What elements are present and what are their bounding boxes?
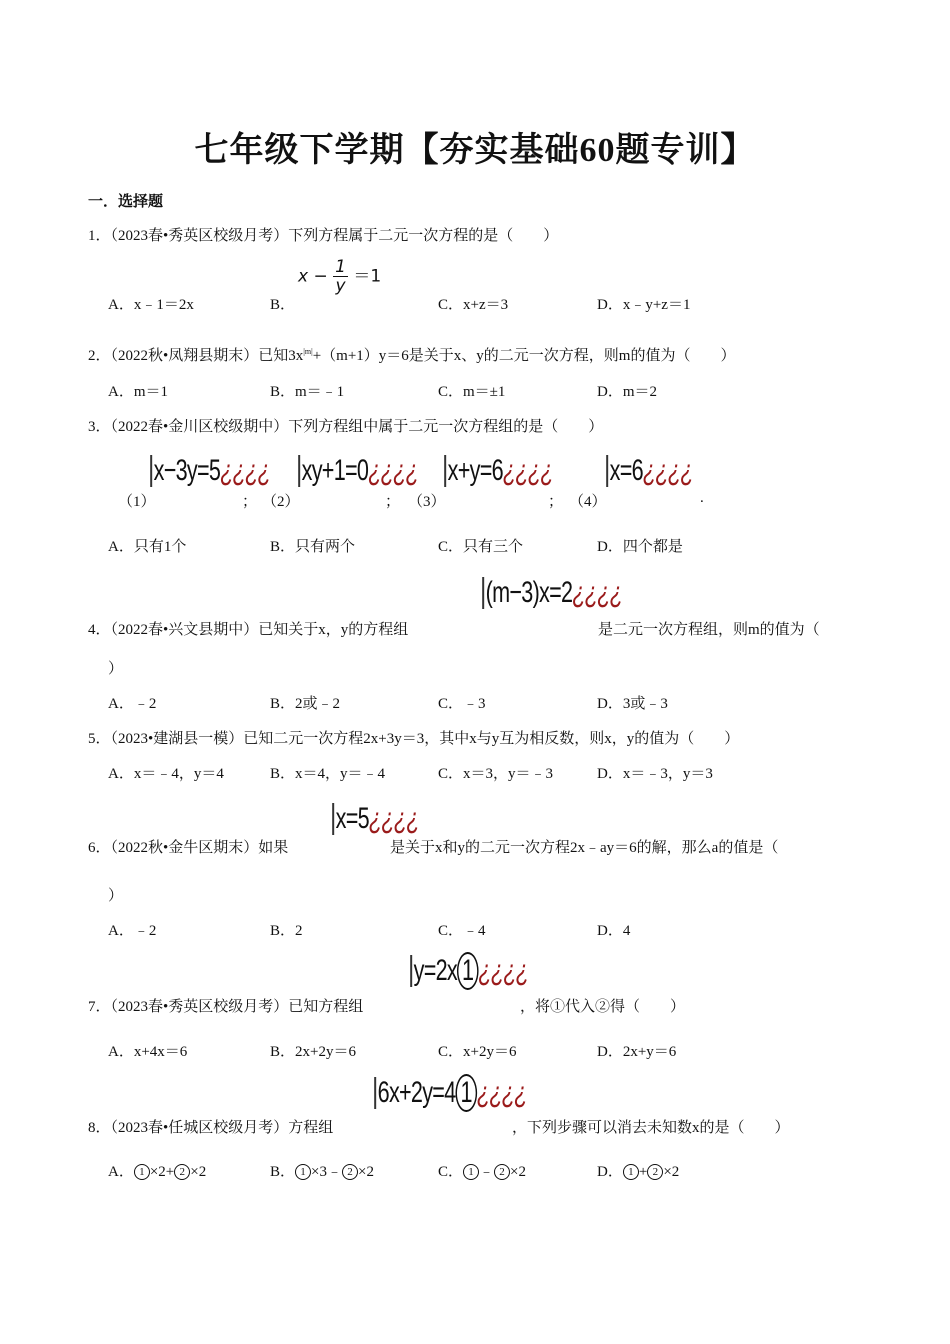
q8-a-circle-2: 2 bbox=[174, 1164, 190, 1180]
q8-b-end: ×2 bbox=[357, 1164, 374, 1180]
question-7-stem-a: 7．（2023春•秀英区校级月考）已知方程组 bbox=[88, 999, 364, 1015]
q8-c-label: C． bbox=[438, 1164, 464, 1180]
q2-option-d: D．m＝2 bbox=[597, 384, 658, 400]
q3-option-b: B．只有两个 bbox=[270, 539, 356, 555]
question-8-stem-b: ，下列步骤可以消去未知数x的是（ ） bbox=[512, 1120, 790, 1136]
q2-option-a: A．m＝1 bbox=[108, 384, 169, 400]
question-4-stem-a: 4．（2022春•兴文县期中）已知关于x，y的方程组 bbox=[88, 622, 409, 638]
q3-system-1-garbled: ¿¿¿¿ bbox=[220, 454, 271, 487]
question-3-stem: 3．（2022春•金川区校级期中）下列方程组中属于二元一次方程组的是（ ） bbox=[88, 419, 604, 435]
q7-system-garbled: ¿¿¿¿ bbox=[478, 954, 529, 987]
q8-option-b bbox=[270, 1160, 374, 1181]
q8-option-a bbox=[108, 1160, 206, 1181]
question-6-stem-a: 6．（2022秋•金牛区期末）如果 bbox=[88, 840, 289, 856]
q1-option-c: C．x+z＝3 bbox=[438, 297, 509, 313]
q4-system-eq: (m−3)x=2 bbox=[485, 576, 573, 609]
q7-option-a: A．x+4x＝6 bbox=[108, 1044, 188, 1060]
q3-option-d: D．四个都是 bbox=[597, 539, 683, 555]
q6-close-paren: ） bbox=[108, 888, 124, 904]
q8-system: |6x+2y=4 1 ¿¿¿¿ bbox=[372, 1072, 527, 1110]
q1-b-numerator: 1 bbox=[335, 257, 346, 277]
q3-system-3-eq: x+y=6 bbox=[447, 454, 503, 487]
q5-option-a: A．x＝﹣4，y＝4 bbox=[108, 766, 224, 782]
q4-option-d: D．3或﹣3 bbox=[597, 696, 668, 712]
q8-a-end: ×2 bbox=[190, 1164, 207, 1180]
q3-item-4-label: （4） bbox=[569, 494, 607, 510]
q8-circled-1: 1 bbox=[455, 1074, 476, 1112]
q8-system-garbled: ¿¿¿¿ bbox=[476, 1076, 527, 1109]
q6-option-d: D．4 bbox=[597, 923, 631, 939]
q3-system-3-garbled: ¿¿¿¿ bbox=[502, 454, 553, 487]
q8-a-label: A． bbox=[108, 1164, 134, 1180]
q7-system-eq: y=2x bbox=[413, 954, 458, 987]
question-5-stem: 5．（2023•建湖县一模）已知二元一次方程2x+3y＝3，其中x与y互为相反数，则x，y的值为（ ） bbox=[88, 731, 740, 747]
q1-b-post: ＝1 bbox=[353, 266, 382, 287]
q4-system-garbled: ¿¿¿¿ bbox=[572, 576, 623, 609]
q8-a-mid: ×2+ bbox=[149, 1164, 175, 1180]
q3-item-1-label: （1） bbox=[118, 494, 156, 510]
q8-a-circle-1: 1 bbox=[134, 1164, 150, 1180]
q5-option-c: C．x＝3，y＝﹣3 bbox=[438, 766, 554, 782]
q3-system-2-eq: xy+1=0 bbox=[301, 454, 369, 487]
q3-system-4-eq: x=6 bbox=[609, 454, 643, 487]
q3-sep-2: ； bbox=[385, 494, 401, 510]
q7-option-c: C．x+2y＝6 bbox=[438, 1044, 517, 1060]
q1-b-denominator: y bbox=[335, 276, 346, 296]
q4-close-paren: ） bbox=[108, 661, 124, 677]
q2-stem-part-b: +（m+1）y＝6是关于x、y的二元一次方程，则m的值为（ ） bbox=[312, 348, 736, 364]
section-heading: 一．选择题 bbox=[88, 194, 164, 210]
q6-option-a: A．﹣2 bbox=[108, 923, 157, 939]
q8-d-mid: + bbox=[638, 1164, 648, 1180]
q4-option-c: C．﹣3 bbox=[438, 696, 486, 712]
question-2-stem bbox=[88, 344, 735, 365]
q8-d-label: D． bbox=[597, 1164, 623, 1180]
question-1-stem: 1．（2023春•秀英区校级月考）下列方程属于二元一次方程的是（ ） bbox=[88, 228, 559, 244]
q8-option-c bbox=[438, 1160, 526, 1181]
q3-sep-3: ； bbox=[548, 494, 564, 510]
q8-c-circle-2: 2 bbox=[494, 1164, 510, 1180]
q8-b-circle-1: 1 bbox=[295, 1164, 311, 1180]
q3-system-1: |x−3y=5¿¿¿¿ bbox=[148, 450, 271, 488]
q1-option-d: D．x﹣y+z＝1 bbox=[597, 297, 691, 313]
q3-system-4: |x=6¿¿¿¿ bbox=[604, 450, 693, 488]
q7-option-b: B．2x+2y＝6 bbox=[270, 1044, 356, 1060]
q8-system-eq: 6x+2y=4 bbox=[377, 1076, 456, 1109]
page-title: 七年级下学期【夯实基础60题专训】 bbox=[194, 132, 756, 169]
q3-option-a: A．只有1个 bbox=[108, 539, 187, 555]
q8-c-mid: ﹣ bbox=[479, 1164, 495, 1180]
q2-option-c: C．m＝±1 bbox=[438, 384, 506, 400]
q4-option-a: A．﹣2 bbox=[108, 696, 157, 712]
question-7-stem-b: ，将①代入②得（ ） bbox=[520, 999, 686, 1015]
q3-system-3: |x+y=6¿¿¿¿ bbox=[442, 450, 553, 488]
q5-option-b: B．x＝4，y＝﹣4 bbox=[270, 766, 386, 782]
q8-b-label: B． bbox=[270, 1164, 296, 1180]
q3-system-2: |xy+1=0¿¿¿¿ bbox=[296, 450, 419, 488]
q1-option-b bbox=[270, 293, 295, 314]
q8-d-end: ×2 bbox=[663, 1164, 680, 1180]
q3-system-2-garbled: ¿¿¿¿ bbox=[368, 454, 419, 487]
q6-system-eq: x=5 bbox=[335, 802, 369, 835]
q8-d-circle-1: 1 bbox=[623, 1164, 639, 1180]
q3-sep-1: ； bbox=[242, 494, 258, 510]
q1-b-pre: x − bbox=[298, 266, 328, 287]
q4-option-b: B．2或﹣2 bbox=[270, 696, 341, 712]
q6-system-garbled: ¿¿¿¿ bbox=[368, 802, 419, 835]
q8-b-mid: ×3﹣ bbox=[311, 1164, 342, 1180]
q1-b-fraction bbox=[333, 258, 348, 295]
q6-option-b: B．2 bbox=[270, 923, 303, 939]
q3-end-period: . bbox=[700, 490, 704, 506]
q2-stem-part-a: 2．（2022秋•凤翔县期末）已知3x bbox=[88, 348, 304, 364]
q4-system: |(m−3)x=2¿¿¿¿ bbox=[480, 572, 623, 610]
q8-c-end: ×2 bbox=[510, 1164, 526, 1180]
question-8-stem-a: 8．（2023春•任城区校级月考）方程组 bbox=[88, 1120, 334, 1136]
q3-item-2-label: （2） bbox=[262, 494, 300, 510]
q8-b-circle-2: 2 bbox=[342, 1164, 358, 1180]
question-4-stem-b: 是二元一次方程组，则m的值为（ bbox=[598, 622, 820, 638]
q7-system: |y=2x 1 ¿¿¿¿ bbox=[408, 950, 529, 988]
q1-option-b-formula bbox=[298, 258, 381, 295]
q7-option-d: D．2x+y＝6 bbox=[597, 1044, 677, 1060]
q2-exponent: |m| bbox=[303, 347, 313, 356]
q7-circled-1: 1 bbox=[457, 952, 478, 990]
q3-system-1-eq: x−3y=5 bbox=[153, 454, 221, 487]
q3-option-c: C．只有三个 bbox=[438, 539, 524, 555]
q3-item-3-label: （3） bbox=[408, 494, 446, 510]
q1-option-a: A．x﹣1＝2x bbox=[108, 297, 194, 313]
q8-c-circle-1: 1 bbox=[463, 1164, 479, 1180]
question-6-stem-b: 是关于x和y的二元一次方程2x﹣ay＝6的解，那么a的值是（ bbox=[390, 840, 779, 856]
q2-option-b: B．m＝﹣1 bbox=[270, 384, 345, 400]
q8-d-circle-2: 2 bbox=[647, 1164, 663, 1180]
q3-system-4-garbled: ¿¿¿¿ bbox=[642, 454, 693, 487]
q6-option-c: C．﹣4 bbox=[438, 923, 486, 939]
q5-option-d: D．x＝﹣3，y＝3 bbox=[597, 766, 713, 782]
q6-system: |x=5¿¿¿¿ bbox=[330, 798, 419, 836]
q8-option-d bbox=[597, 1160, 679, 1181]
q1-option-b-label: B． bbox=[270, 297, 296, 313]
